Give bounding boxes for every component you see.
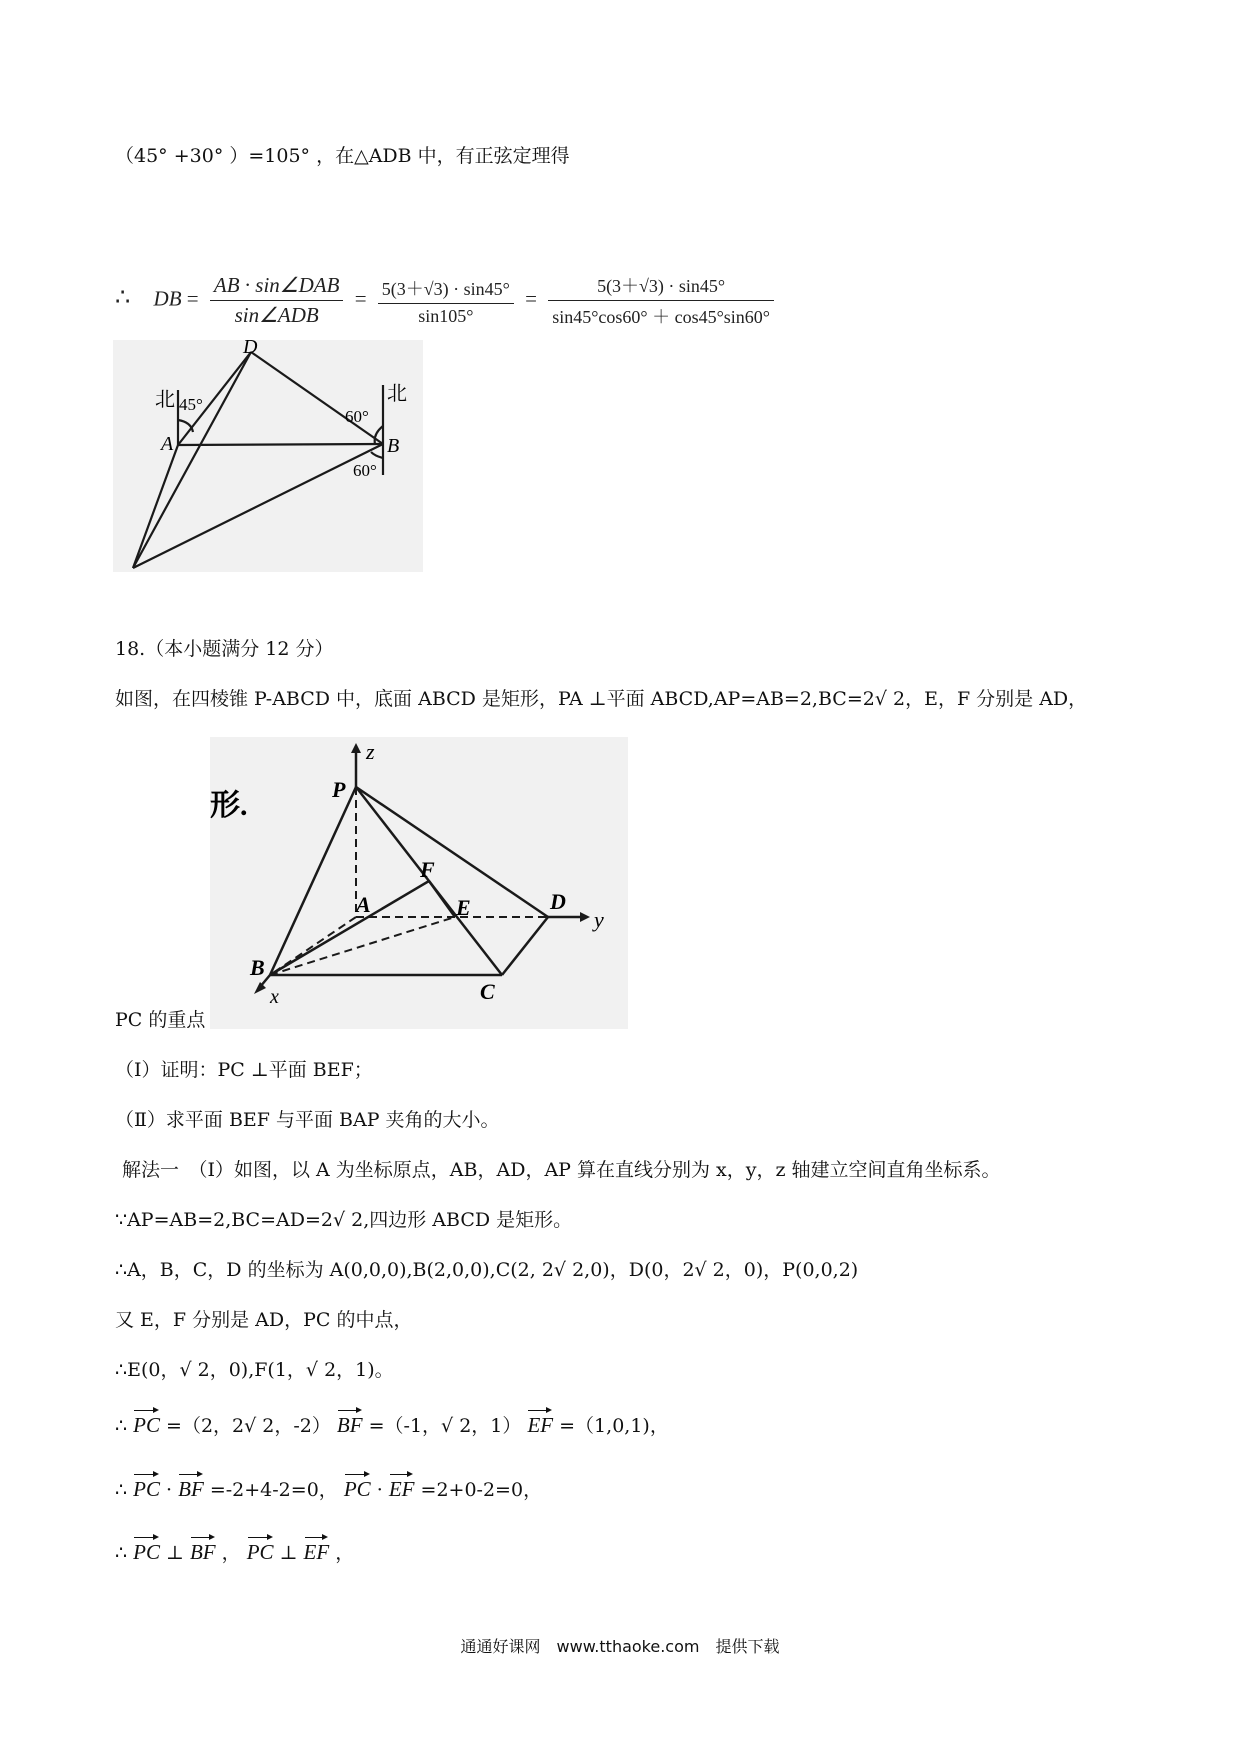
vector-ef: EF — [527, 1406, 553, 1438]
question-18-stem-end: PC 的重点 — [115, 1009, 206, 1031]
vertex-label-b: B — [387, 435, 400, 457]
fraction-2: $\frac{5(3+√3) \cdot \sin 45^\circ}{\sin 105^\circ}$ — [378, 275, 514, 327]
solution-line-3: ∴A，B，C，D 的坐标为 A(0,0,0),B(2,0,0),C(2, 2√ 2,0)，D(0，2√ 2，0)，P(0,0,2) — [115, 1259, 859, 1281]
point-label-f: F — [420, 857, 435, 882]
part-2: （Ⅱ）求平面 BEF 与平面 BAP 夹角的大小。 — [115, 1109, 500, 1131]
angle-label-60-top: 60° — [345, 407, 369, 426]
figure-pyramid — [210, 737, 628, 1029]
vector-pc: PC — [133, 1533, 160, 1565]
formula-lhs: DB — [153, 286, 182, 311]
solution-line-4: 又 E，F 分别是 AD，PC 的中点， — [115, 1309, 413, 1331]
angle-label-45: 45° — [179, 395, 203, 414]
solution-line-5: ∴E(0，√ 2，0),F(1，√ 2，1)。 — [115, 1359, 394, 1381]
therefore-symbol: ∴ — [115, 285, 131, 312]
vertex-label-a: A — [161, 433, 174, 455]
axis-label-x: x — [270, 986, 279, 1008]
vector-pc: PC — [133, 1406, 160, 1438]
solution-line-1: 解法一 （Ⅰ）如图，以 A 为坐标原点，AB，AD，AP 算在直线分别为 x，y，z 轴建立空间直角坐标系。 — [122, 1159, 1001, 1181]
angle-label-60-bottom: 60° — [353, 461, 377, 480]
equals-sign: = — [186, 286, 199, 311]
equals-sign: = — [525, 286, 537, 311]
north-label-2: 北 — [387, 383, 407, 405]
vector-ef: EF — [389, 1470, 415, 1502]
question-18-title: 18.（本小题满分 12 分） — [115, 638, 334, 660]
solution-line-perpendicular: ∴ PC ⊥ BF ， PC ⊥ EF ， — [115, 1533, 354, 1566]
side-char: 形. — [210, 789, 248, 822]
solution-line-2: ∵AP=AB=2,BC=AD=2√ 2,四边形 ABCD 是矩形。 — [115, 1209, 573, 1231]
vector-pc: PC — [344, 1470, 371, 1502]
vertex-label-b: B — [250, 955, 265, 980]
vertex-label-d: D — [550, 889, 566, 914]
fraction-3: $\frac{5(3+√3) \cdot \sin 45^\circ}{\sin 45^\circ\cos 60^\circ + \cos 45^\circ\sin 60^\circ}$ — [548, 272, 774, 329]
vector-bf: BF — [190, 1533, 216, 1565]
vector-pc: PC — [133, 1470, 160, 1502]
axis-label-y: y — [594, 907, 604, 932]
equals-sign: = — [354, 286, 367, 311]
vector-pc: PC — [247, 1533, 274, 1565]
vertex-label-c: C — [480, 979, 495, 1004]
vertex-label-d: D — [243, 340, 258, 358]
question-18-stem: 如图，在四棱锥 P-ABCD 中，底面 ABCD 是矩形，PA ⊥平面 ABCD,AP=AB=2,BC=2√ 2，E，F 分别是 AD， — [115, 688, 1088, 710]
point-label-e: E — [456, 895, 471, 920]
vertex-label-p: P — [332, 777, 346, 802]
figure-triangle-bearings — [113, 340, 423, 572]
vertex-label-a: A — [356, 892, 371, 917]
solution-line-vectors: ∴ PC =（2，2√ 2，-2） BF =（-1，√ 2，1） EF =（1,0,1)， — [115, 1406, 669, 1439]
north-label-1: 北 — [155, 389, 175, 411]
part-1: （Ⅰ）证明：PC ⊥平面 BEF； — [115, 1059, 373, 1081]
text-line-angle: （45° +30° ）=105° ，在△ADB 中，有正弦定理得 — [115, 145, 570, 167]
solution-line-dot-products: ∴ PC · BF =-2+4-2=0， PC · EF =2+0-2=0， — [115, 1470, 542, 1503]
vector-ef: EF — [304, 1533, 330, 1565]
vector-bf: BF — [178, 1470, 204, 1502]
axis-label-z: z — [366, 739, 375, 764]
page-footer: 通通好课网 www.tthaoke.com 提供下载 — [460, 1637, 780, 1656]
fraction-1: $\frac{\text{AB · sin∠DAB}}{\text{sin∠ADB}}$ — [210, 273, 344, 328]
sine-law-formula — [115, 272, 780, 329]
vector-bf: BF — [337, 1406, 363, 1438]
